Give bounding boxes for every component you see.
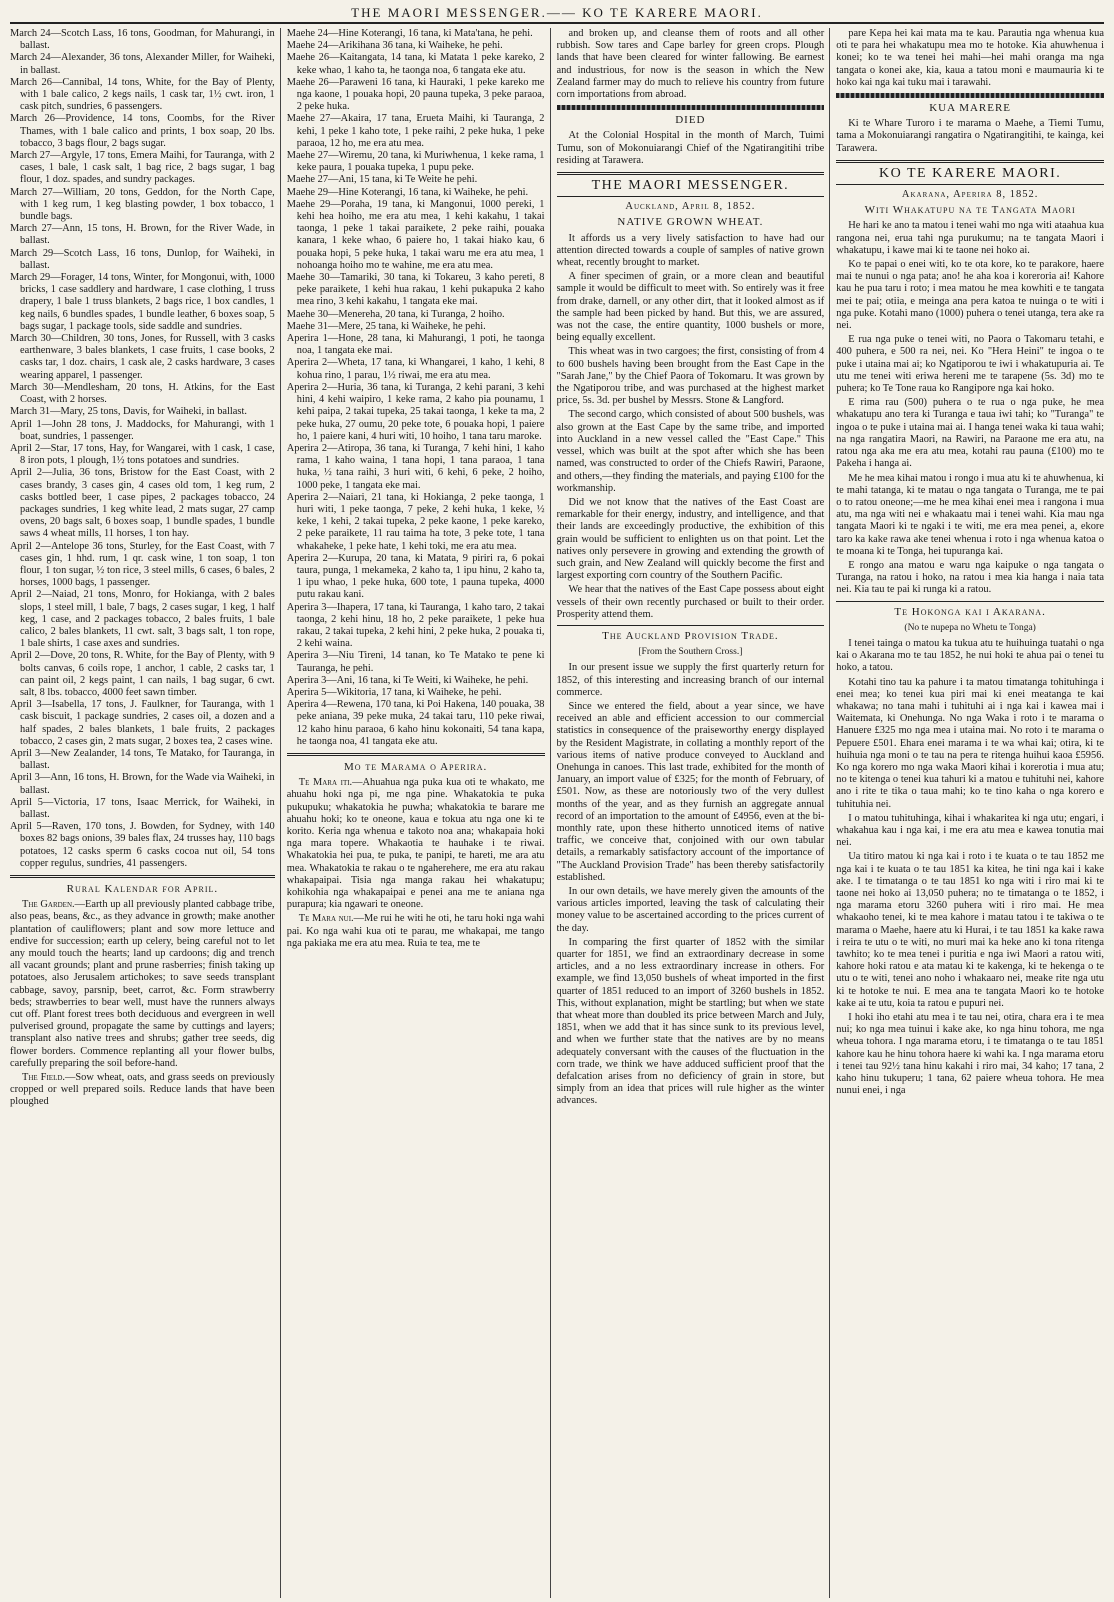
maori-shipping-entry: Maehe 27—Akaira, 17 tana, Erueta Maihi, ki Tauranga, 2 kehi, 1 peke 1 kaho tote, 1 peke raihi, 2 peke huka, 1 peke paraoa, 12 ho, me era atu mea.	[286, 113, 545, 149]
hokonga-paragraph: I tenei tainga o matou ka tukua atu te huihuinga tuatahi o nga kai o Akarana mo te tau 1852, he nui hoki te ahua pai o tenei tu hoko, a tatou.	[836, 637, 1104, 674]
rural-paragraph-text: —Earth up all previously planted cabbage tribe, also peas, beans, &c., as they advance in growth; make another plantation of cauliflowers; plant and sow more lettuce and endive for succession; earth up celery, being careful not to let any mould touch the hearts; land up cardoons; dig and trench all vacant grounds; plant and prune rasberries; finish taking up potatoes, also Jerusalem artichokes; to save seeds transplant cabbage, savoy, parsnip, beet, carrot, &c. Form strawberry beds; strawberries to bear well, must have the runners always cut off. Plant forest trees both deciduous and evergreen in well pulverised ground, propagate the same by cuttings and layers; transplant also native trees and shrubs; gather tree seeds, dig flower borders. Commence replanting all your flower bulbs, carefully preparing the soil before-hand.	[10, 899, 275, 1069]
shipping-entry: April 1—John 28 tons, J. Maddocks, for Mahurangi, with 1 boat, sundries, 1 passenger.	[10, 418, 275, 442]
column-1	[10, 28, 281, 1598]
maori-shipping-entry: Maehe 26—Paraweni 16 tana, ki Hauraki, 1 peke kareko me nga kaone, 1 pouaka hopi, 20 pauna tupeka, 3 peke paraoa, 2 peke huka.	[286, 76, 545, 113]
maori-shipping-entry: Aperira 2—Naiari, 21 tana, ki Hokianga, 2 peke taonga, 1 huri witi, 1 peke taonga, 7 peke, 2 kehi huka, 1 keke, ½ keke, 1 kehi, 2 takai tupeka, 2 peke kaone, 1 peke kareko, 2 peke paraikete, 11 rau taima ha tote, 3 peke tote, 1 tana whakaheke, 1 peke hate, 1 kehi toki, me era atu mea.	[286, 491, 545, 552]
shipping-entry: March 31—Mary, 25 tons, Davis, for Waiheki, in ballast.	[10, 406, 247, 418]
column-3	[557, 28, 831, 1598]
shipping-entry: April 2—Star, 17 tons, Hay, for Wangarei, with 1 cask, 1 case, 8 iron pots, 1 plough, 1½ tons potatoes and sundries.	[10, 442, 275, 467]
section-rule	[836, 601, 1104, 602]
hokonga-article	[836, 638, 1104, 1098]
wheat-heading: NATIVE GROWN WHEAT.	[617, 216, 764, 229]
english-date: Auckland, April 8, 1852.	[625, 201, 756, 213]
columns	[10, 28, 1104, 1598]
column-4	[836, 28, 1104, 1598]
rural-paragraph-lead: The Field.	[22, 1072, 65, 1084]
wheat-paragraph: This wheat was in two cargoes; the first, consisting of from 4 to 600 bushels having been brought from the East Cape in the "Sarah Jane," by the Chief Paora of Tokomaru. It was grown by the Ngatiporou tribe, and was purchased at the highest market price, 5s. 3d. per bushel by Messrs. Stone & Langford.	[556, 346, 825, 407]
section-rule	[287, 753, 545, 756]
maori-date: Akarana, Aperira 8, 1852.	[901, 189, 1039, 201]
rural-paragraph-text: —Sow wheat, oats, and grass seeds on previously cropped or well prepared soils. Reduce lands that have been ploughed	[10, 1072, 275, 1108]
rural-continued: and broken up, and cleanse them of roots and all other rubbish. Sow tares and Cape barley for green crops. Plough lands that have been cleared for winter fallowing. Be earnest and industrious, for now is the season in which the New Zealand farmer may do much to relieve his country from future corn importations from abroad.	[556, 28, 825, 101]
hokonga-paragraph: Kotahi tino tau ka pahure i ta matou timatanga tohituhinga i enei mea; ko tenei kua piri mai ki enei meatanga te kai whakawa; no tana mahi i tuhituhi ai i nga kai i kawea mai i Waitemata, ki Onehunga. No nga Waka i roto i te marama o Hanuere £325 mo nga mea i utaina mai. No roto i te marama o Pepuere £501. Ehara enei marama i te wa whai kai; otira, ki te huihuia nga moni o te tau na pera te ritenga huihui kaoa £5956. Ko nga korero mo nga waka Maori kihai i korerotia i mua atu; no te kitenga o tenei kua tahuri ki a matou e tuhituhi nei, kahore ano i rite te tika o taua mahi; ko te tino kaha o nga korero e tuhituhia nei.	[836, 676, 1104, 810]
maori-shipping-entry: Maehe 30—Menereha, 20 tana, ki Turanga, 2 hoiho.	[286, 308, 505, 320]
died-heading: DIED	[675, 114, 706, 127]
witi-paragraph: He hari ke ano ta matou i tenei wahi mo nga witi ataahua kua rangona nei, erua tahi nga purukumu; na te tangata Maori i whakatupu, i kawe mai ki te taone nei hoko ai.	[836, 220, 1104, 256]
maori-shipping-entry: Aperira 2—Atiropa, 36 tana, ki Turanga, 7 kehi hini, 1 kaho rama, 1 kaho waina, 1 tana hopi, 1 tana paraoa, 1 tana huka, ½ tana raihi, 3 huri witi, 6 kehi, 6 peke, 2 hoiho, 1000 peke, 1 tangata eke mai.	[286, 442, 545, 491]
hokonga-paragraph: I hoki iho etahi atu mea i te tau nei, otira, chara era i te mea nui; ko nga mea tuinui i kake ake, ko nga hinu tohora, me nga wheua tohora. I nga marama etoru, i te timatanga o te tau 1851 kahore kau he hinu tohora haere ki wahi ka. I nga marama etoru i tenei tau 92½ tana hinu kakahi i riro mai, 34 kaho; 17 tana, 2 kaho hinu tukuperu; 1 tana, 62 paiere wheua tohora. He mea nunui enei, i nga	[836, 1012, 1104, 1097]
section-rule	[836, 160, 1104, 163]
hokonga-heading: Te Hokonga kai i Akarana.	[894, 605, 1046, 618]
mo-te-marama-body	[287, 777, 545, 950]
shipping-entry: March 24—Alexander, 36 tons, Alexander Miller, for Waiheki, in ballast.	[10, 52, 275, 76]
maori-shipping-entry: Maehe 27—Ani, 15 tana, ki Te Weite he pehi.	[286, 174, 478, 186]
shipping-list	[10, 28, 275, 870]
ornamental-rule	[557, 105, 825, 110]
english-title: THE MAORI MESSENGER.	[591, 178, 790, 194]
maori-shipping-entry: Maehe 27—Wiremu, 20 tana, ki Muriwhenua, 1 keke rama, 1 keke paura, 1 pouaka tupeka, 1 pupu peke.	[286, 150, 545, 174]
mo-paragraph-text: —Ahuahua nga puka kua oti te whakato, me ahuahu hoki nga pi, me nga pine. Whakatokia te puka pukupuku; whakatokia he puwha; whakatokia te barare me ahuahu hoki; ko te oneone, kaua e tokua atu nga one ki te korito. Keria nga whenua e takoto noa ana; whakapaia hoki nga mara topere. Whakaotia te hauhake i te riwai. Whakatokia hei pua, te puka, te panipi, te hareti, me ara atu mea. Whakatokia te rakau o te ngaherehere, me era atu rakau whakapaipai. Tisia nga manga rakau hei whakatupu; kohikohia nga whakapaipai e penei ana me te aniana nga purapura; kia ngawari te oneone.	[286, 777, 545, 911]
wheat-article	[557, 233, 825, 621]
mo-paragraph	[287, 913, 545, 950]
trade-paragraph: In our own details, we have merely given the amounts of the various articles imported, leaving the task of calculating their money value to be ascertained according to the prices current of the day.	[556, 886, 825, 934]
maori-shipping-entry: Aperira 2—Kurupa, 20 tana, ki Matata, 9 piriri ra, 6 pokai taura, punga, 1 mekameka, 2 kaho ta, 1 ipu hinu, 2 kaho ta, 1 ipu whao, 1 peke huka, 600 tote, 1 pauna tupeka, 4000 putu rakau kani.	[286, 552, 545, 601]
section-rule	[10, 875, 275, 878]
shipping-entry: April 2—Antelope 36 tons, Sturley, for the East Coast, with 7 cases gin, 1 hhd. rum, 1 qr. cask wine, 1 ton soap, 1 ton flour, 1 ton sugar, ½ ton rice, 3 steel mills, 6 cases, 6 bales, 2 horses, 1000 bags, 1 passenger.	[10, 540, 275, 589]
title-rule	[557, 196, 825, 197]
title-rule	[836, 184, 1104, 185]
maori-shipping-entry: Maehe 24—Arikihana 36 tana, ki Waiheke, he pehi.	[286, 40, 503, 52]
shipping-entry: April 2—Naiad, 21 tons, Monro, for Hokianga, with 2 bales slops, 1 steel mill, 1 bale, 7 bags, 2 cases sugar, 1 keg, 1 half keg, 1 case, and 2 packages tobacco, 2 bales fruits, 1 bale calico, 2 bales blankets, 11 cwt. salt, 3 bags salt, 1 ton rope, 1 bale shirts, 1 case axes and sundries.	[10, 589, 275, 650]
mo-paragraph-text: —Me rui he witi he oti, he taru hoki nga wahi pai. Ko nga wahi kua oti te parau, me whakapai, me tango nga pakiaka me era atu mea. Ruia te tea, me te	[286, 913, 545, 949]
rural-kalendar-heading: Rural Kalendar for April.	[66, 883, 219, 896]
rural-paragraph	[10, 899, 275, 1070]
kua-marere-notice: Ki te Whare Turoro i te marama o Maehe, a Tiemi Tumu, tama a Mokonuiarangi rangatira o Ngatirangitihi, te kainga, kei Tarawera.	[836, 118, 1104, 154]
shipping-entry: April 5—Raven, 170 tons, J. Bowden, for Sydney, with 140 boxes 82 bags onions, 39 bales flax, 24 trusses hay, 110 bags potatoes, 12 casks sperm 6 casks cocoa nut oil, 54 tons copper regulus, sundries, 41 passengers.	[10, 821, 275, 869]
mo-paragraph	[287, 777, 545, 911]
maori-shipping-entry: Aperira 5—Wikitoria, 17 tana, ki Waiheke, he pehi.	[286, 686, 502, 698]
rural-paragraph-lead: The Garden.	[22, 899, 75, 911]
provision-trade-article	[557, 662, 825, 1107]
maori-shipping-entry: Aperira 3—Ani, 16 tana, ki Te Weiti, ki Waiheke, he pehi.	[286, 674, 529, 686]
shipping-entry: April 5—Victoria, 17 tons, Isaac Merrick, for Waiheki, in ballast.	[10, 796, 275, 820]
shipping-entry: March 29—Forager, 14 tons, Winter, for Mongonui, with, 1000 bricks, 1 case saddlery and hardware, 1 case clothing, 1 truss drapery, 1 bale 1 truss blankets, 2 bags rice, 1 box candles, 1 keg nails, 6 bundles spades, 1 bundle leather, 6 boxes soap, 5 bags sugar, 1 package tools, side saddle and sundries.	[10, 272, 275, 332]
witi-paragraph: E rongo ana matou e waru nga kaipuke o nga tangata o Turanga, na ratou i hoko, na ratou i mea kia hanga i naia tata nei. Kia tau te pai ki runga ki a ratou.	[836, 559, 1104, 596]
hokonga-paragraph: Ua titiro matou ki nga kai i roto i te kuata o te tau 1852 me nga kai i te kuata o te tau 1851 ka kitea, he tini nga kai i kake ake. I te timatanga o te tau 1851 ko nga witi i riro mai ki te taone nei hoko ai 13,050 puhera; no te timatanga o te 1852, i nga marama etoru 3260 puhera witi i riro mai. He mea whakaoho tenei, ki te mea kahore i matau tatou i te takiwa o te marama o Maehe, haere atu ki Hurai, i te tau 1851 ka kake rawa i reira te utu o te witi, no muri mai ka heke ano ki tona ritenga tawhito; ko te mea tenei i puritia e nga iwi Maori a ratou witi, kahore hoki ratou e ata matau ki te kakenga, ki te hekenga o te utu o te witi, tenei ano noho i whakaaro nei, meake rite nga utu ki te hotoke te nui. E mea ana te tangata Maori ko te hotoke kake ai te utu, koia ta ratou e pupuri nei.	[836, 851, 1104, 1009]
rural-paragraph	[10, 1072, 275, 1109]
maori-shipping-entry: Maehe 24—Hine Koterangi, 16 tana, ki Mata'tana, he pehi.	[286, 28, 533, 39]
provision-trade-heading: The Auckland Provision Trade.	[602, 629, 779, 642]
shipping-entry: April 2—Julia, 36 tons, Bristow for the East Coast, with 2 cases brandy, 3 cases gin, 4 cases old tom, 1 keg rum, 2 casks bottled beer, 1 case pipes, 2 packages tobacco, 24 packages sundries, 1 keg white lead, 2 mats sugar, 27 camp ovens, 20 bags salt, 6 boxes soap, 1 bundle spades, 1 bundle saws 4 wheat mills, 11 horses, 1 ton hay.	[10, 467, 275, 540]
wheat-paragraph: The second cargo, which consisted of about 500 bushels, was also grown at the East Cape by the same tribe, and imported into Auckland in a new vessel called the "East Cape." This vessel, which was built at the spot after which she has been named, was constructed to order of the Chiefs Rawiri, Paraone, and others,—they finding the materials, and paying £100 for the workmanship.	[556, 409, 825, 494]
maori-title: KO TE KARERE MAORI.	[879, 165, 1062, 181]
mo-te-marama-heading: Mo te Marama o Aperira.	[344, 760, 488, 773]
shipping-entry: April 2—Dove, 20 tons, R. White, for the Bay of Plenty, with 9 bolts canvas, 6 coils rope, 1 anchor, 1 cable, 2 casks tar, 1 can paint oil, 2 kegs paint, 1 can nails, 1 bag sugar, 6 cwt. salt, 8 lbs. tobacco, 4000 feet sawn timber.	[10, 650, 275, 698]
column-2	[287, 28, 551, 1598]
shipping-entry: March 24—Scotch Lass, 16 tons, Goodman, for Mahurangi, in ballast.	[10, 28, 275, 52]
maori-shipping-entry: Maehe 29—Poraha, 19 tana, ki Mangonui, 1000 pereki, 1 kehi hea hoiho, me era atu mea, 1 kehi kakahu, 1 takai taonga, 1 peke 1 takai paraikete, 2 peke raihi, pouaka kanara, 1 keke whao, 6 paiere ho, 1 takai hiako kau, 6 pouaka hopi, 5 peke huka, 1 takai waru me era atu mea, 1 nohoanga hoiho mo te wahine, me era atu mea.	[286, 198, 545, 271]
shipping-entry: April 3—New Zealander, 14 tons, Te Matako, for Tauranga, in ballast.	[10, 747, 275, 772]
masthead: THE MAORI MESSENGER.—— KO TE KARERE MAORI.	[10, 4, 1104, 24]
trade-paragraph: Since we entered the field, about a year since, we have received an able and efficient accession to our commercial statistics in consequence of the praiseworthy energy displayed by the Resident Magistrate, in collating a monthly report of the various items of native produce conveyed to Auckland and Onehunga in canoes. This last trade, exhibited for the month of January, an import value of £325; for the month of February, of £501. Now, as these are notoriously two of the very dullest months of the year, and as they furnish an aggregate annual record of an importation to the amount of £4956, even at the bi-monthly rate, upon these hitherto unnoticed items of native traffic, we conceive that, conjoined with our own tabular details, a remarkably satisfactory account of the importance of "The Auckland Provision Trade" has been thereby satisfactorily established.	[556, 700, 825, 883]
shipping-entry: March 29—Scotch Lass, 16 tons, Dunlop, for Waiheki, in ballast.	[10, 247, 275, 271]
maori-shipping-entry: Aperira 2—Wheta, 17 tana, ki Whangarei, 1 kaho, 1 kehi, 8 kohua rino, 1 parau, 1½ riwai, me era atu mea.	[286, 357, 545, 381]
shipping-entry: March 27—William, 20 tons, Geddon, for the North Cape, with 1 keg rum, 1 keg blasting powder, 1 box tobacco, 1 bundle bags.	[10, 186, 275, 223]
witi-article	[836, 220, 1104, 596]
ornamental-rule	[836, 93, 1104, 98]
maori-shipping-entry: Aperira 1—Hone, 28 tana, ki Mahurangi, 1 poti, he taonga noa, 1 tangata eke mai.	[286, 333, 545, 357]
shipping-entry: March 26—Cannibal, 14 tons, White, for the Bay of Plenty, with 1 bale calico, 2 kegs nails, 1 cask tar, 1½ cwt. iron, 1 cask pitch, sundries, 6 passengers.	[10, 76, 275, 113]
rural-kalendar-body	[10, 899, 275, 1108]
trade-paragraph: In our present issue we supply the first quarterly return for 1852, of this interesting and increasing branch of our internal commerce.	[556, 662, 825, 698]
witi-paragraph: Me he mea kihai matou i rongo i mua atu ki te ahuwhenua, ki te mahi tatanga, ki te matau o nga tangata o Turanga, me te pai o to ratou oneone;—me he mea kihai enei mea i rangona i mua atu, ma nga witi nei e whakaatu mai i tenei wahi. Kia mau nga tangata Maori ki te ngaki i te witi, me era mea penei, a, ekore taro ka kake rawa ake tenei whenua i roto i nga whenua katoa o te moana ki te Tonga, hei tupuranga kai.	[836, 472, 1104, 557]
wheat-paragraph: We hear that the natives of the East Cape possess about eight vessels of their own recently purchased or built to their order. Prosperity attend them.	[556, 584, 825, 620]
maori-shipping-entry: Aperira 2—Huria, 36 tana, ki Turanga, 2 kehi parani, 3 kehi hini, 4 kehi waipiro, 1 keke rama, 2 kaho pia pounamu, 1 kehi paipa, 2 takai tupeka, 25 takai taonga, 1 keke ta ma, 2 peke huka, 27 oumu, 20 peke tote, 6 pouaka hopi, 1 paiere ho, 1 paiere kani, 4 huri witi, 10 hoiho, 1 tana taru maroke.	[286, 381, 545, 442]
wheat-paragraph: A finer specimen of grain, or a more clean and beautiful sample it would be difficult to meet with. So entirely was it free from drake, darnell, or any other dirt, that it looked almost as if the sample had been picked by hand. But this, we are assured, was not the case, the entire quantity, 1000 bushels or more, being equally excellent.	[556, 271, 825, 344]
witi-heading: Witi Whakatupu na te Tangata Maori	[864, 204, 1076, 217]
shipping-entry: April 3—Ann, 16 tons, H. Brown, for the Wade via Waiheki, in ballast.	[10, 772, 275, 796]
witi-paragraph: E rua nga puke o tenei witi, no Paora o Takomaru tetahi, e 400 puhera, e 500 ra nei, nei. Ko "Hera Heini" te ingoa o te puke i utaina mai ai; ko Ngatiporou te iwi i whakatupuria ai. Te utu me tenei witi eriwa hereni me te tarapene (5s. 3d) mo te puhera; ko Te Tone raua ko Rangipore nga kai hoko.	[836, 334, 1104, 395]
shipping-entry: March 30—Children, 30 tons, Jones, for Russell, with 3 casks earthenware, 3 bales blankets, 1 case fruits, 1 case books, 2 casks tar, 1 doz. chairs, 1 cask ale, 2 casks hardware, 3 cases wearing apparel, 1 passenger.	[10, 333, 275, 381]
witi-paragraph: Ko te papai o enei witi, ko te ota kore, ko te parakore, haere mai te nunui o nga pata; ano! he aha koa i koreroria ai! Kahore kau he pua taru i roto; i mea matou he mea kowhiti e te tangata mei te pai; otiia, e meinga ana pera katoa te nuinga o te witi i nga puke. Kotahi mano (1000) puhera o tenei utanga, tera ake ra nei.	[836, 259, 1104, 332]
died-notice: At the Colonial Hospital in the month of March, Tuimi Tumu, son of Mokonuiarangi Chief of the Ngatirangitihi tribe residing at Tarawera.	[556, 130, 825, 166]
mo-paragraph-lead: Te Mara iti.	[298, 777, 353, 789]
shipping-entry: April 3—Isabella, 17 tons, J. Faulkner, for Tauranga, with 1 cask biscuit, 1 package sundries, 2 cases oil, a dozen and a half spades, 2 bales blankets, 1 bale fruits, 2 packages tobacco, 2 cases gin, 2 mats sugar, 2 boxes tea, 2 cases wine.	[10, 699, 275, 747]
hokonga-paragraph: I o matou tuhituhinga, kihai i whakaritea ki nga utu; engari, i whakahua kau i nga kai, i me era atu mea e kawea tonutia mai nei.	[836, 812, 1104, 849]
shipping-entry: March 27—Argyle, 17 tons, Emera Maihi, for Tauranga, with 2 cases, 1 bale, 1 cask salt, 1 bag rice, 2 bags sugar, 1 bag flour, 1 doz. spades, and sundry packages.	[10, 150, 275, 186]
maori-shipping-list	[287, 28, 545, 748]
hokonga-source: (No te nupepa no Whetu te Tonga)	[904, 622, 1036, 633]
maori-shipping-entry: Aperira 3—Ihapera, 17 tana, ki Tauranga, 1 kaho taro, 2 takai taonga, 2 kehi hinu, 18 ho, 2 peke paraikete, 1 peke hua rakau, 2 takai tupeka, 2 kehi hini, 2 peke huka, 2 pouaka ti, 2 kehi waina.	[286, 601, 545, 650]
maori-shipping-entry: Aperira 4—Rewena, 170 tana, ki Poi Hakena, 140 pouaka, 38 peke aniana, 39 peke muka, 24 takai taru, 110 peke riwai, 12 kaho hinu paraoa, 6 kaho hinu kokonaiti, 54 tana kapa, he taonga noa, 41 tangata eke atu.	[286, 699, 545, 747]
maori-shipping-entry: Maehe 31—Mere, 25 tana, ki Waiheke, he pehi.	[286, 320, 486, 332]
section-rule	[557, 625, 825, 626]
mo-paragraph-lead: Te Mara nui.	[298, 913, 354, 925]
provision-trade-source: [From the Southern Cross.]	[638, 647, 743, 658]
wheat-paragraph: Did we not know that the natives of the East Coast are remarkable for their energy, industry, and intelligence, and that their lands are exceedingly productive, the exhibition of this grain would be sufficient to enlighten us on that point. Let the natives only persevere in growing and extending the growth of such grain, and New Zealand will quickly become the first and largest exporting corn country of the Southern Pacific.	[556, 496, 825, 582]
maori-shipping-entry: Aperira 3—Niu Tireni, 14 tanan, ko Te Matako te pene ki Tauranga, he pehi.	[286, 650, 545, 674]
trade-paragraph: In comparing the first quarter of 1852 with the similar quarter for 1851, we find an extraordinary decrease in some articles, and a no less extraordinary increase in others. For example, we find 13,050 bushels of wheat imported in the first quarter of 1851 reduced to an import of 3260 bushels in 1852. This, without explanation, might be startling; but when we state that wheat more than doubled its price between March and July, 1851, when we add that it has since sunk to its previous level, and when we further state that the natives are by no means adequately conversant with the causes of the fluctuation in the corn trade, we think we have adduced sufficient proof that the defalcation arises from no deficiency of grain in store, but simply from an idea that prices will rule higher as the winter advances.	[556, 936, 825, 1107]
section-rule	[557, 172, 825, 175]
maori-shipping-entry: Maehe 26—Kaitangata, 14 tana, ki Matata 1 peke kareko, 2 keke whao, 1 kaho ta, he taonga noa, 6 tangata eke atu.	[286, 52, 545, 76]
maori-shipping-entry: Maehe 29—Hine Koterangi, 16 tana, ki Waiheke, he pehi.	[286, 186, 529, 198]
witi-paragraph: E rima rau (500) puhera o te rua o nga puke, he mea whakatupu ano tera ki Turanga e taua iwi tahi; ko "Turanga" te ingoa o te puke i utaina mai ai. I hanga tenei waka ki taua wahi; na nga rangatira Maori, na Rawiri, na Paraone me era atu, na ratou nga aka me era atu mea, kotahi rau pauna (£100) mo te Pakeha i hanga ai.	[836, 397, 1104, 470]
kua-marere-heading: KUA MARERE	[929, 102, 1012, 115]
wheat-paragraph: It affords us a very lively satisfaction to have had our attention directed towards a couple of samples of native grown wheat, recently brought to market.	[556, 232, 825, 269]
maori-shipping-entry: Maehe 30—Tamariki, 30 tana, ki Tokareu, 3 kaho pereti, 8 peke paraikete, 1 kehi hua rakau, 1 kehi pukapuka 2 kaho mea rino, 3 kehi kakahu, 1 tangata eke mai.	[286, 272, 545, 308]
shipping-entry: March 30—Mendlesham, 20 tons, H. Atkins, for the East Coast, with 2 horses.	[10, 381, 275, 406]
shipping-entry: March 27—Ann, 15 tons, H. Brown, for the River Wade, in ballast.	[10, 223, 275, 247]
maori-rural-continued: pare Kepa hei kai mata ma te kau. Parautia nga whenua kua oti te para hei whakatupu mea mo te hotoke. Kia ahuwhenua i konei; ko te wa tenei hei mahi—hei mahi oranga ma nga tangata o konei ake, kia, kaua a tatou moni e maumauria ki te hoko kai nga kai tuku mai i tarawahi.	[836, 28, 1104, 88]
shipping-entry: March 26—Providence, 14 tons, Coombs, for the River Thames, with 1 bale calico and prints, 1 box soap, 20 lbs. tobacco, 3 bags flour, 2 bags sugar.	[10, 113, 275, 149]
